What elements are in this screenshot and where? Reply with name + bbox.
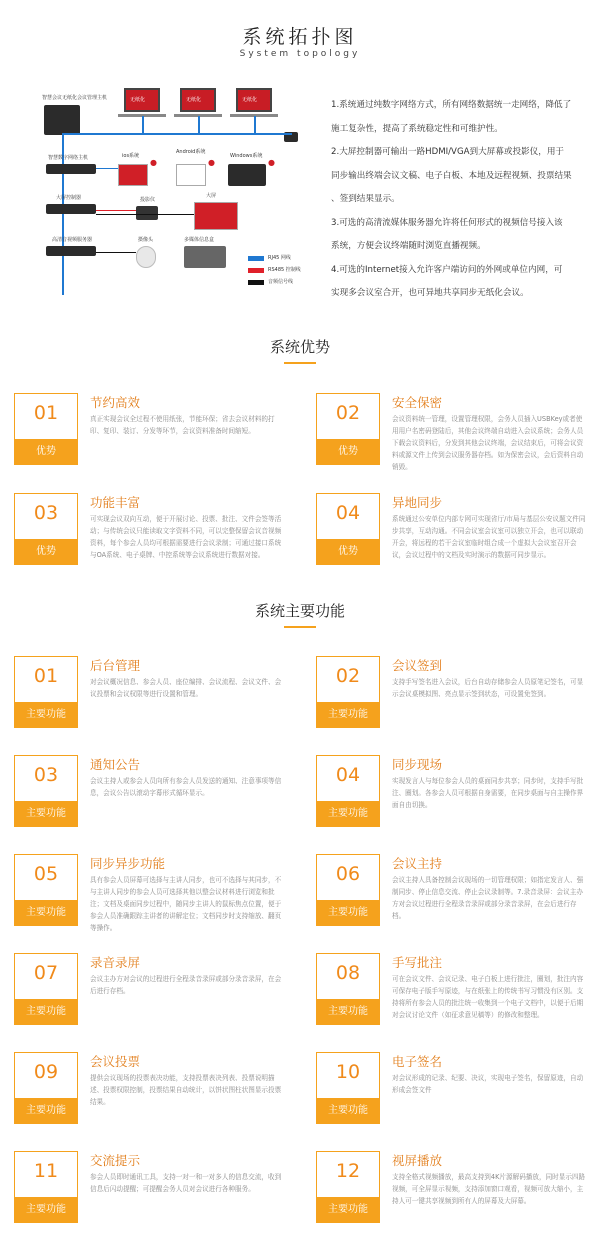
legend-swatch [248,280,264,285]
topology-line: 2.大屏控制器可输出一路HDMI/VGA到大屏幕或投影仪，用于 [331,147,565,157]
card-number: 11 [33,1160,59,1182]
feature-card [316,656,588,728]
card-number: 04 [335,502,361,524]
card-description: 支持手写签名进入会议，后台自动存储参会人员原笔记签名，可显示会议桌模拟图、亮点显示签到状态，可设置免签到。 [392,678,584,698]
laptop-icon: 无纸化 [236,88,272,112]
feature-card [316,953,588,1025]
feature-card [316,1052,588,1124]
wifi-icon: ● [208,158,215,167]
card-description: 会议主持人具备控制会议现场的一切管理权限；如指定发言人、强制同步、停止信息交流、停止会议录制等。7.录音录屏：会议主办方对会议过程进行全程录音录屏或部分录音录屏，在会后进行存档。 [392,876,584,920]
card-tag: 主要功能 [14,999,78,1025]
topology-line: 实现多会议室合开，也可异地共享同步无纸化会议。 [331,288,529,298]
camera-label: 摄像头 [138,237,154,243]
network-line [62,133,292,135]
card-number: 06 [335,863,361,885]
card-title: 通知公告 [90,757,141,772]
card-title: 异地同步 [392,495,443,510]
card-title: 视屏播放 [392,1153,443,1168]
topology-diagram [38,88,308,303]
card-description: 对会议概况信息、参会人员、座位编排、会议流程、会议文件、会议投票和会议权限等进行设置和管理。 [90,678,282,698]
topology-line: 4.可选的Internet接入允许客户端访问的外网或单位内网，可 [331,264,563,275]
server-label: 智慧会议无纸化会议管理主机 [42,95,108,101]
card-number: 02 [335,402,361,424]
page-title: 系统拓扑图 [242,26,358,48]
card-title: 录音录屏 [90,955,141,970]
card-number: 05 [33,863,59,885]
card-number: 02 [335,665,361,687]
controller-label: 大屏控制器 [56,195,82,201]
feature-card [316,493,588,565]
functions-title: 系统主要功能 [254,602,345,620]
card-description: 支持全格式视频播放，最高支持到4K片源解码播放，同时显示四路视频，可全屏显示视频，支持添加窗口观看，视频可放大缩小，主持人可一键共享视频到所有人的屏幕及大屏幕。 [392,1173,586,1205]
card-title: 节约高效 [90,395,141,410]
controller-icon [46,204,96,214]
card-title: 手写批注 [392,955,443,970]
topology-line: 、签到结果显示。 [331,194,400,204]
wifi-icon: ● [268,158,275,167]
wifi-icon: ● [150,158,157,167]
card-description: 真正实现会议全过程不使用纸张，节能环保；省去会议材料的打印、复印、装订、分发等环节，会议资料准备时间缩短。 [90,415,275,435]
feature-card [14,755,286,827]
card-tag: 主要功能 [14,900,78,926]
card-description: 会议资料统一管理，设置管理权限，会务人员插入USBKey或者使用用户名密码登陆后，其他会议终端自动进入会议系统；会务人员下载会议资料后，分发到其他会议终端，会议结束后，可将会议资料或源文件上传到会议服务器存档。如为保密会议，会后资料自动销毁。 [392,415,584,471]
card-tag: 主要功能 [316,999,380,1025]
switch-label: 智慧数字网络主机 [48,155,89,161]
card-number: 03 [33,502,59,524]
topology-line: 系统，方便会议终端随时浏览直播视频。 [331,241,486,251]
card-title: 同步异步功能 [90,856,166,871]
media-server-icon [46,246,96,256]
topology-line: 1.系统通过纯数字网络方式，所有网络数据统一走网络，降低了 [331,100,572,110]
card-description: 提供会议现场的投票表决功能，支持投票表决列表、投票说明描述、投票权限控制，投票结果自动统计，以饼状图柱状图显示投票结果。 [90,1074,282,1106]
card-title: 会议投票 [90,1054,141,1069]
card-number-box [316,493,380,565]
feature-card [14,1052,286,1124]
card-number-box [316,1052,380,1124]
feature-card [14,493,286,565]
laptop-icon: 无纸化 [180,88,216,112]
card-tag: 主要功能 [316,1197,380,1223]
legend-swatch [248,268,264,273]
topology-line: 施工复杂性，提高了系统稳定性和可维护性。 [331,123,503,134]
network-line [198,116,200,134]
card-description: 会议主办方对会议的过程进行全程录音录屏或部分录音录屏，在会后进行存档。 [90,975,282,995]
card-tag: 主要功能 [14,702,78,728]
card-title: 会议签到 [392,658,443,673]
card-number-box [316,755,380,827]
laptop-icon: 无纸化 [124,88,160,112]
card-tag: 优势 [316,439,380,465]
card-tag: 主要功能 [316,702,380,728]
section-divider [284,362,316,364]
card-number-box [14,755,78,827]
legend-label: RS485 控制线 [268,267,301,273]
projector-icon [136,206,158,220]
card-title: 后台管理 [90,658,141,673]
card-number: 12 [335,1160,361,1182]
card-number-box [14,1151,78,1223]
topology-line: 3.可选的高清流媒体服务器允许将任何形式的视频信号接入该 [331,217,563,228]
card-number: 10 [335,1061,361,1083]
network-line [96,168,118,169]
android-label: Android系统 [176,149,206,155]
card-description: 具有参会人员屏幕可选择与主讲人同步，也可不选择与其同步，不与主讲人同步的参会人员可选择其他以整会议材料进行浏览和批注；文档及桌面同步过程中，随同步主讲人的鼠标焦点位置，便于参会人员准确跟踪主讲者的讲解定位；文档同步时支持缩放、翻页等操作。 [90,876,282,932]
card-tag: 主要功能 [14,1098,78,1124]
card-description: 参会人员即时通讯工具，支持一对一和一对多人的信息交流，收到信息后闪动提醒；可提醒会务人员对会议进行各种服务。 [90,1173,282,1193]
card-number-box [316,1151,380,1223]
topology-description [331,94,577,306]
windows-label: Windows系统 [230,153,263,159]
card-tag: 主要功能 [316,1098,380,1124]
card-title: 会议主持 [392,856,443,871]
card-number-box [14,393,78,465]
card-number-box [316,953,380,1025]
card-description: 系统通过公安单位内部专网可实现省厅/市局与基层公安议题文件同步共享，互动沟通。不同会议室会议室可以独立开会，也可以联动开会，将远程的若干会议室临时组合成一个虚拟大会议室召开会议，会议过程中的文档及实时演示的数据可同步显示。 [392,515,586,559]
card-number-box [14,953,78,1025]
feature-card [14,656,286,728]
screen-icon [194,202,238,230]
feature-card [316,393,588,471]
feature-card [14,1151,286,1223]
card-tag: 优势 [14,539,78,565]
page-subtitle: System topology [239,49,361,59]
box-label: 多媒体信息盒 [184,237,215,243]
card-number: 08 [335,962,361,984]
switch-icon [46,164,96,174]
card-description: 可实现会议双向互动，便于开展讨论、投票、批注、文件会签等活动；与传统会议只能读取文字资料不同，可以完整保留会议音视频资料，每个参会人员均可根据需要进行会议录制；可通过接口系统与OA系统、电子桌牌、中控系统等会议系统进行数据对接。 [90,515,282,559]
control-line [96,210,136,211]
card-tag: 优势 [14,439,78,465]
media-box-icon [184,246,226,268]
card-number: 07 [33,962,59,984]
card-title: 同步现场 [392,757,443,772]
card-tag: 主要功能 [14,801,78,827]
card-description: 对会议形成的记录、纪要、决议，实现电子签名，保留原迹，自动形成会签文件 [392,1074,584,1094]
card-number: 03 [33,764,59,786]
card-title: 电子签名 [392,1054,443,1069]
feature-card [14,854,286,932]
camera-icon [136,246,156,268]
card-title: 功能丰富 [90,495,141,510]
legend-label: RJ45 网线 [268,255,291,261]
card-description: 可在会议文件、会议记录、电子白板上进行批注，圈划，批注内容可保存电子版手写原迹，与在纸张上的传统书写习惯没有区别。支持将所有参会人员的批注统一收集到一个电子文档中，以便于后期对会议讨论文件（如征求意见稿等）的修改和整理。 [392,975,584,1019]
projector-label: 投影仪 [140,197,156,203]
media-label: 高清音视频服务器 [52,237,93,243]
server-icon [44,105,80,135]
card-number-box [14,1052,78,1124]
feature-card [316,755,588,827]
feature-card [316,854,588,926]
card-number-box [316,393,380,465]
card-title: 安全保密 [392,395,443,410]
tablet-icon [118,164,148,186]
ios-label: ios系统 [122,153,140,159]
card-number-box [14,493,78,565]
card-number: 04 [335,764,361,786]
card-number-box [14,854,78,926]
screen-label: 大屏 [206,193,217,199]
network-line [254,116,256,134]
card-number-box [316,656,380,728]
feature-card [14,393,286,465]
feature-card [316,1151,588,1223]
card-tag: 优势 [316,539,380,565]
network-line [142,116,144,134]
card-description: 会议主持人或参会人员向所有参会人员发送的通知、注意事项等信息，会议公告以滚动字幕形式循环显示。 [90,777,282,797]
legend-swatch [248,256,264,261]
topology-line: 同步输出终端会议文稿、电子白板、本地及远程视频、投票结果 [331,170,572,181]
card-tag: 主要功能 [316,900,380,926]
card-number-box [14,656,78,728]
audio-line [96,252,136,253]
card-number: 01 [33,402,59,424]
card-description: 实现发言人与每位参会人员的桌面同步共享；同步时，支持手写批注、圈划。各参会人员可根据自身需要，在同步桌面与自主操作界面自由切换。 [392,777,584,809]
card-tag: 主要功能 [316,801,380,827]
card-title: 交流提示 [90,1153,141,1168]
tablet-icon [176,164,206,186]
card-number: 01 [33,665,59,687]
card-number-box [316,854,380,926]
section-divider [284,626,316,628]
legend-label: 音频信号线 [268,279,294,285]
feature-card [14,953,286,1025]
card-number: 09 [33,1061,59,1083]
advantages-title: 系统优势 [269,338,330,356]
windows-laptop-icon [228,164,266,186]
card-tag: 主要功能 [14,1197,78,1223]
audio-line [96,214,194,215]
